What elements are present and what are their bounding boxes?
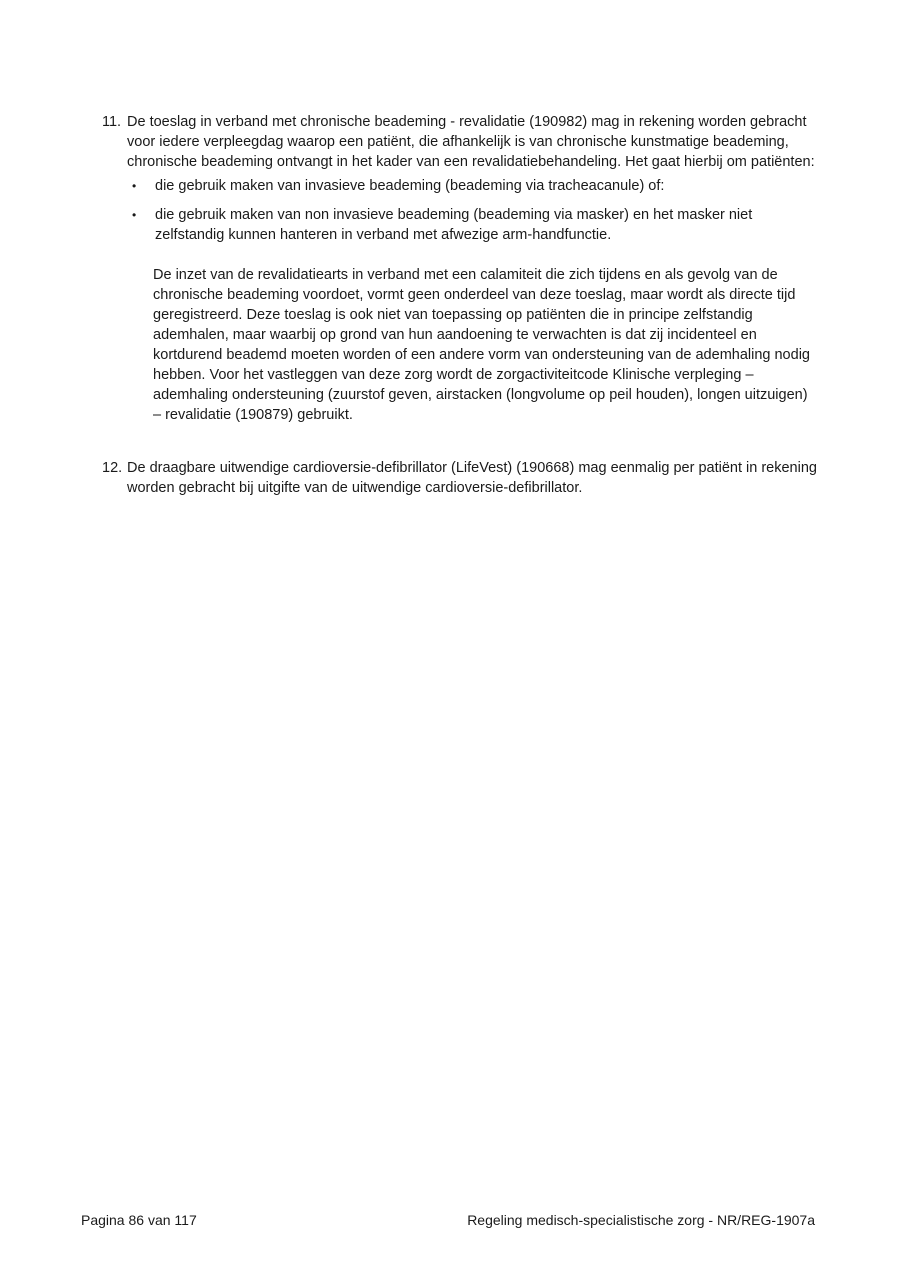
item-paragraph: De inzet van de revalidatiearts in verband met een calamiteit die zich tijdens en als gevolg van de chronische beademing voordoet, vormt geen onderdeel van deze toeslag, maar wordt als directe tijd geregistreerd. Deze toeslag is ook niet van toepassing op patiënten die in principe zelfstandig ademhalen, maar waarbij op grond van hun aandoening te verwachten is dat zij incidenteel en kortdurend beademd moeten worden of een andere vorm van ondersteuning van de ademhaling nodig hebben. Voor het vastleggen van deze zorg wordt de zorgactiviteitcode Klinische verpleging – ademhaling ondersteuning (zuurstof geven, airstacken (longvolume op peil houden), longen uitzuigen) – revalidatie (190879) gebruikt.: [153, 267, 810, 423]
bullet-text: die gebruik maken van non invasieve beademing (beademing via masker) en het masker niet zelfstandig kunnen hanteren in verband met afwezige arm-handfunctie.: [155, 207, 753, 243]
item-intro-text: De draagbare uitwendige cardioversie-defibrillator (LifeVest) (190668) mag eenmalig per patiënt in rekening worden gebracht bij uitgifte van de uitwendige cardioversie-defibrillator.: [127, 460, 817, 496]
bullet-list: [127, 176, 817, 245]
page-footer: [81, 1211, 815, 1229]
document-body: [102, 112, 817, 498]
item-intro-text: De toeslag in verband met chronische beademing - revalidatie (190982) mag in rekening worden gebracht voor iedere verpleegdag waarop een patiënt, die afhankelijk is van chronische kunstmatige beademing, chronische beademing ontvangt in het kader van een revalidatiebehandeling. Het gaat hierbij om patiënten:: [127, 114, 815, 170]
bullet-marker: •: [132, 208, 137, 222]
bullet-item: [127, 176, 817, 196]
footer-page-number: Pagina 86 van 117: [81, 1212, 197, 1228]
item-number: 12.: [102, 460, 123, 476]
list-item-11: [102, 112, 817, 425]
footer-document-title: Regeling medisch-specialistische zorg - NR/REG-1907a: [467, 1212, 815, 1228]
bullet-text: die gebruik maken van invasieve beademing (beademing via tracheacanule) of:: [155, 178, 665, 194]
bullet-marker: •: [132, 179, 137, 193]
item-number: 11.: [102, 114, 122, 130]
bullet-item: [127, 205, 817, 245]
list-item-12: [102, 458, 817, 498]
